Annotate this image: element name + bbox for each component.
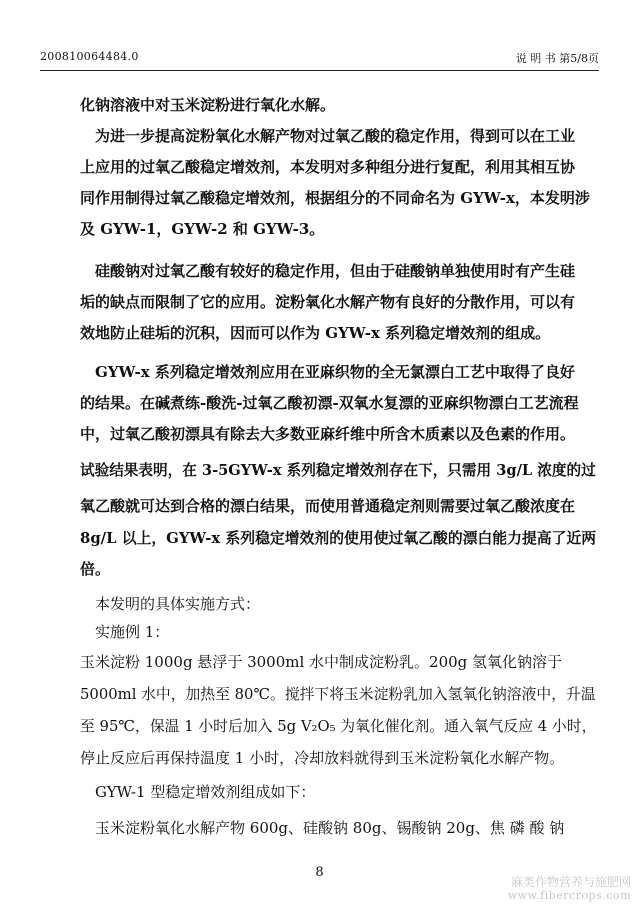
- page-number: 8: [315, 865, 324, 880]
- text-line: 垢的缺点而限制了它的应用。淀粉氧化水解产物有良好的分散作用，可以有: [80, 293, 576, 311]
- header-rule: [40, 70, 599, 71]
- text-line: 氧乙酸就可达到合格的漂白结果，而使用普通稳定剂则需要过氧乙酸浓度在: [80, 497, 576, 515]
- page-reference: 第5/8页: [559, 52, 599, 65]
- text-line: 实施例 1：: [80, 623, 170, 641]
- text-line: GYW-1 型稳定增效剂组成如下：: [80, 783, 316, 801]
- text-line: 为进一步提高淀粉氧化水解产物对过氧乙酸的稳定作用，得到可以在工业: [80, 127, 576, 145]
- text-line: 本发明的具体实施方式：: [80, 595, 261, 613]
- text-line: 倍。: [80, 560, 111, 578]
- text-line: 8g/L 以上，GYW-x 系列稳定增效剂的使用使过氧乙酸的漂白能力提高了近两: [80, 529, 597, 547]
- text-line: 上应用的过氧乙酸稳定增效剂，本发明对多种组分进行复配，利用其相互协: [80, 158, 576, 176]
- text-line: 停止反应后再保持温度 1 小时，冷却放料就得到玉米淀粉氧化水解产物。: [80, 749, 565, 767]
- text-line: 效地防止硅垢的沉积，因而可以作为 GYW-x 系列稳定增效剂的组成。: [80, 324, 551, 342]
- text-line: 5000ml 水中，加热至 80℃。搅拌下将玉米淀粉乳加入氢氧化钠溶液中，升温: [80, 685, 596, 703]
- text-line: 硅酸钠对过氧乙酸有较好的稳定作用，但由于硅酸钠单独使用时有产生硅: [80, 262, 576, 280]
- section-title: 说 明 书: [515, 52, 556, 65]
- text-line: 同作用制得过氧乙酸稳定增效剂，根据组分的不同命名为 GYW-x，本发明涉: [80, 189, 590, 207]
- page-header: [40, 50, 599, 68]
- section-and-page: [516, 50, 599, 66]
- text-line: 试验结果表明，在 3-5GYW-x 系列稳定增效剂存在下，只需用 3g/L 浓度的过: [80, 461, 596, 479]
- text-line: 至 95℃，保温 1 小时后加入 5g V₂O₅ 为氧化催化剂。通入氧气反应 4 小时，: [80, 717, 597, 735]
- text-line: 的结果。在碱煮练-酸洗-过氧乙酸初漂-双氧水复漂的亚麻织物漂白工艺流程: [80, 394, 579, 412]
- text-line: 化钠溶液中对玉米淀粉进行氧化水解。: [80, 96, 336, 114]
- text-line: 中，过氧乙酸初漂具有除去大多数亚麻纤维中所含木质素以及色素的作用。: [80, 425, 576, 443]
- text-line: 玉米淀粉氧化水解产物 600g、硅酸钠 80g、锡酸钠 20g、焦 磷 酸 钠: [80, 819, 565, 837]
- watermark-url: www.fibercrops.com: [507, 889, 631, 902]
- text-line: 玉米淀粉 1000g 悬浮于 3000ml 水中制成淀粉乳。200g 氢氧化钠溶于: [80, 653, 563, 671]
- text-line: GYW-x 系列稳定增效剂应用在亚麻织物的全无氯漂白工艺中取得了良好: [80, 363, 575, 381]
- watermark-site-name: 麻类作物营养与施肥网: [510, 875, 631, 889]
- text-line: 及 GYW-1，GYW-2 和 GYW-3。: [80, 220, 325, 238]
- watermark: [508, 876, 631, 902]
- document-number: 200810064484.0: [40, 50, 139, 63]
